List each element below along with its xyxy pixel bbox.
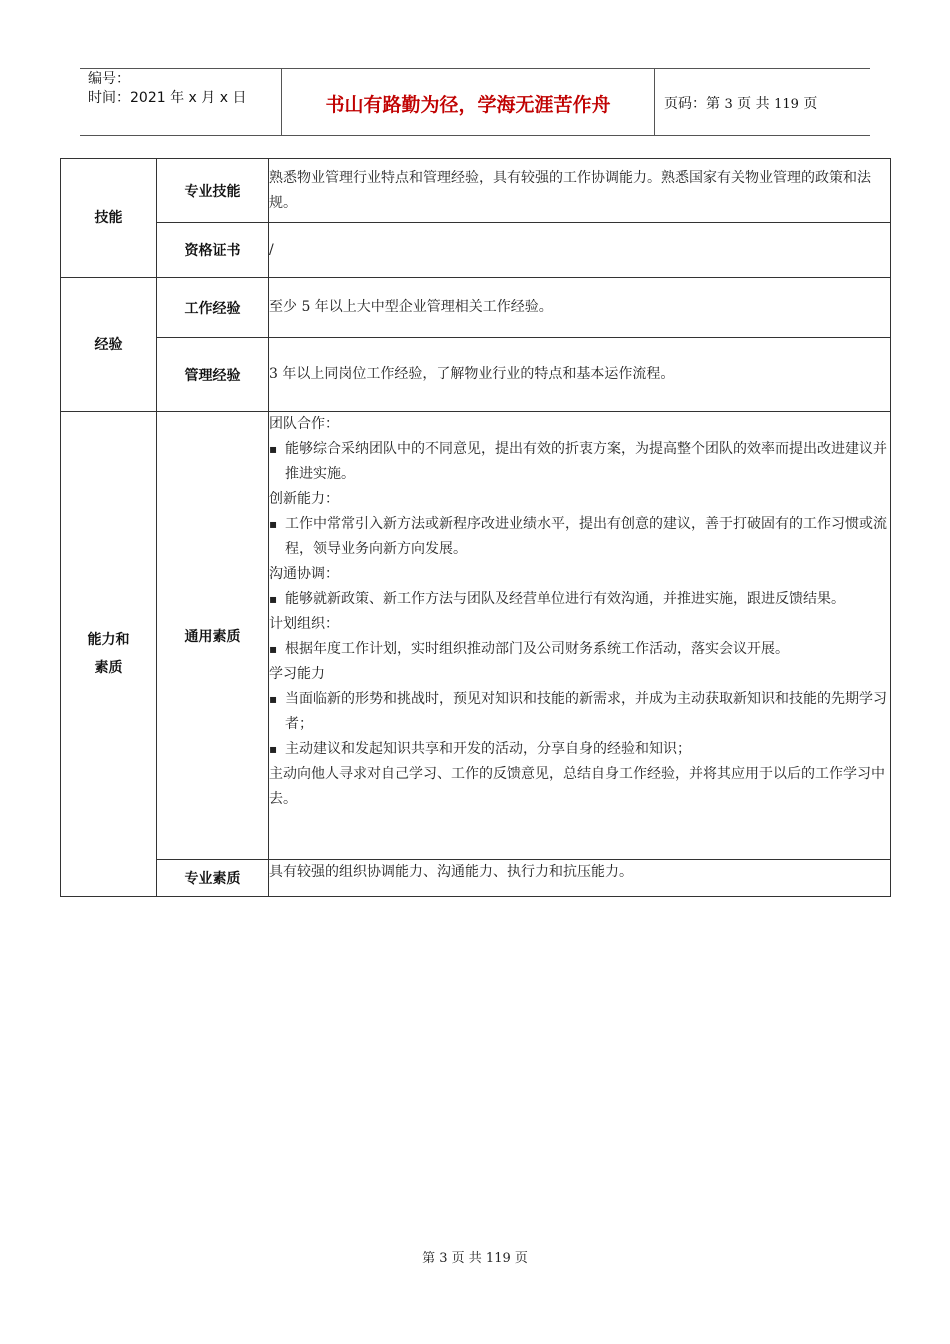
serial-number-label: 编号： bbox=[88, 71, 130, 87]
general-quality-content bbox=[269, 412, 891, 860]
header-meta bbox=[88, 70, 246, 108]
page-prefix: 页码：第 bbox=[664, 96, 725, 112]
planning-item: ▪ 根据年度工作计划，实时组织推动部门及公司财务系统工作活动，落实会议开展。 bbox=[269, 637, 890, 662]
table-row bbox=[61, 223, 891, 278]
page-middle: 页 共 bbox=[732, 96, 775, 112]
table-row bbox=[61, 278, 891, 338]
label-certificate: 资格证书 bbox=[157, 223, 269, 278]
page-suffix: 页 bbox=[798, 96, 818, 112]
job-requirements-table bbox=[60, 158, 891, 897]
date-label: 时间：2021 年 x 月 x 日 bbox=[88, 90, 247, 106]
innovation-item: ▪ 工作中常常引入新方法或新程序改进业绩水平，提出有创意的建议，善于打破固有的工作习惯或流程，领导业务向新方向发展。 bbox=[269, 512, 890, 562]
text-management-experience: 3 年以上同岗位工作经验，了解物业行业的特点和基本运作流程。 bbox=[269, 338, 891, 412]
header-motto: 书山有路勤为径，学海无涯苦作舟 bbox=[325, 94, 611, 116]
label-work-experience: 工作经验 bbox=[157, 278, 269, 338]
learning-item-2: ▪ 主动建议和发起知识共享和开发的活动，分享自身的经验和知识； bbox=[269, 737, 890, 762]
table-row bbox=[61, 338, 891, 412]
category-skills: 技能 bbox=[61, 159, 157, 278]
teamwork-title: 团队合作： bbox=[269, 416, 339, 432]
learning-item-1: ▪ 当面临新的形势和挑战时，预见对知识和技能的新需求，并成为主动获取新知识和技能的先期学习者； bbox=[269, 687, 890, 737]
category-ability-line1: 能力和 bbox=[87, 632, 130, 648]
text-professional-skills: 熟悉物业管理行业特点和管理经验，具有较强的工作协调能力。熟悉国家有关物业管理的政策和法规。 bbox=[269, 159, 891, 223]
learning-paragraph: 主动向他人寻求对自己学习、工作的反馈意见，总结自身工作经验，并将其应用于以后的工作学习中去。 bbox=[269, 766, 885, 807]
innovation-title: 创新能力： bbox=[269, 491, 339, 507]
label-management-experience: 管理经验 bbox=[157, 338, 269, 412]
label-professional-skills: 专业技能 bbox=[157, 159, 269, 223]
category-ability-line2: 素质 bbox=[94, 660, 123, 676]
table-row bbox=[61, 159, 891, 223]
planning-title: 计划组织： bbox=[269, 616, 339, 632]
communication-title: 沟通协调： bbox=[269, 566, 339, 582]
communication-item: ▪ 能够就新政策、新工作方法与团队及经营单位进行有效沟通，并推进实施，跟进反馈结果。 bbox=[269, 587, 890, 612]
header-divider-right bbox=[654, 68, 655, 136]
header-page-info bbox=[664, 93, 817, 113]
header-top-border bbox=[80, 68, 870, 69]
text-certificate: / bbox=[269, 223, 891, 278]
category-experience: 经验 bbox=[61, 278, 157, 412]
text-work-experience: 至少 5 年以上大中型企业管理相关工作经验。 bbox=[269, 278, 891, 338]
teamwork-item: ▪ 能够综合采纳团队中的不同意见，提出有效的折衷方案，为提高整个团队的效率而提出改进建议并推进实施。 bbox=[269, 437, 890, 487]
category-ability bbox=[61, 412, 157, 897]
table-row bbox=[61, 412, 891, 860]
learning-title: 学习能力 bbox=[269, 666, 325, 682]
text-professional-quality: 具有较强的组织协调能力、沟通能力、执行力和抗压能力。 bbox=[269, 860, 891, 897]
label-professional-quality: 专业素质 bbox=[157, 860, 269, 897]
page-footer: 第 3 页 共 119 页 bbox=[422, 1251, 528, 1266]
page-current: 3 bbox=[724, 97, 733, 112]
header-bottom-border bbox=[80, 135, 870, 136]
page-total: 119 bbox=[774, 97, 799, 112]
label-general-quality: 通用素质 bbox=[157, 412, 269, 860]
table-row bbox=[61, 860, 891, 897]
